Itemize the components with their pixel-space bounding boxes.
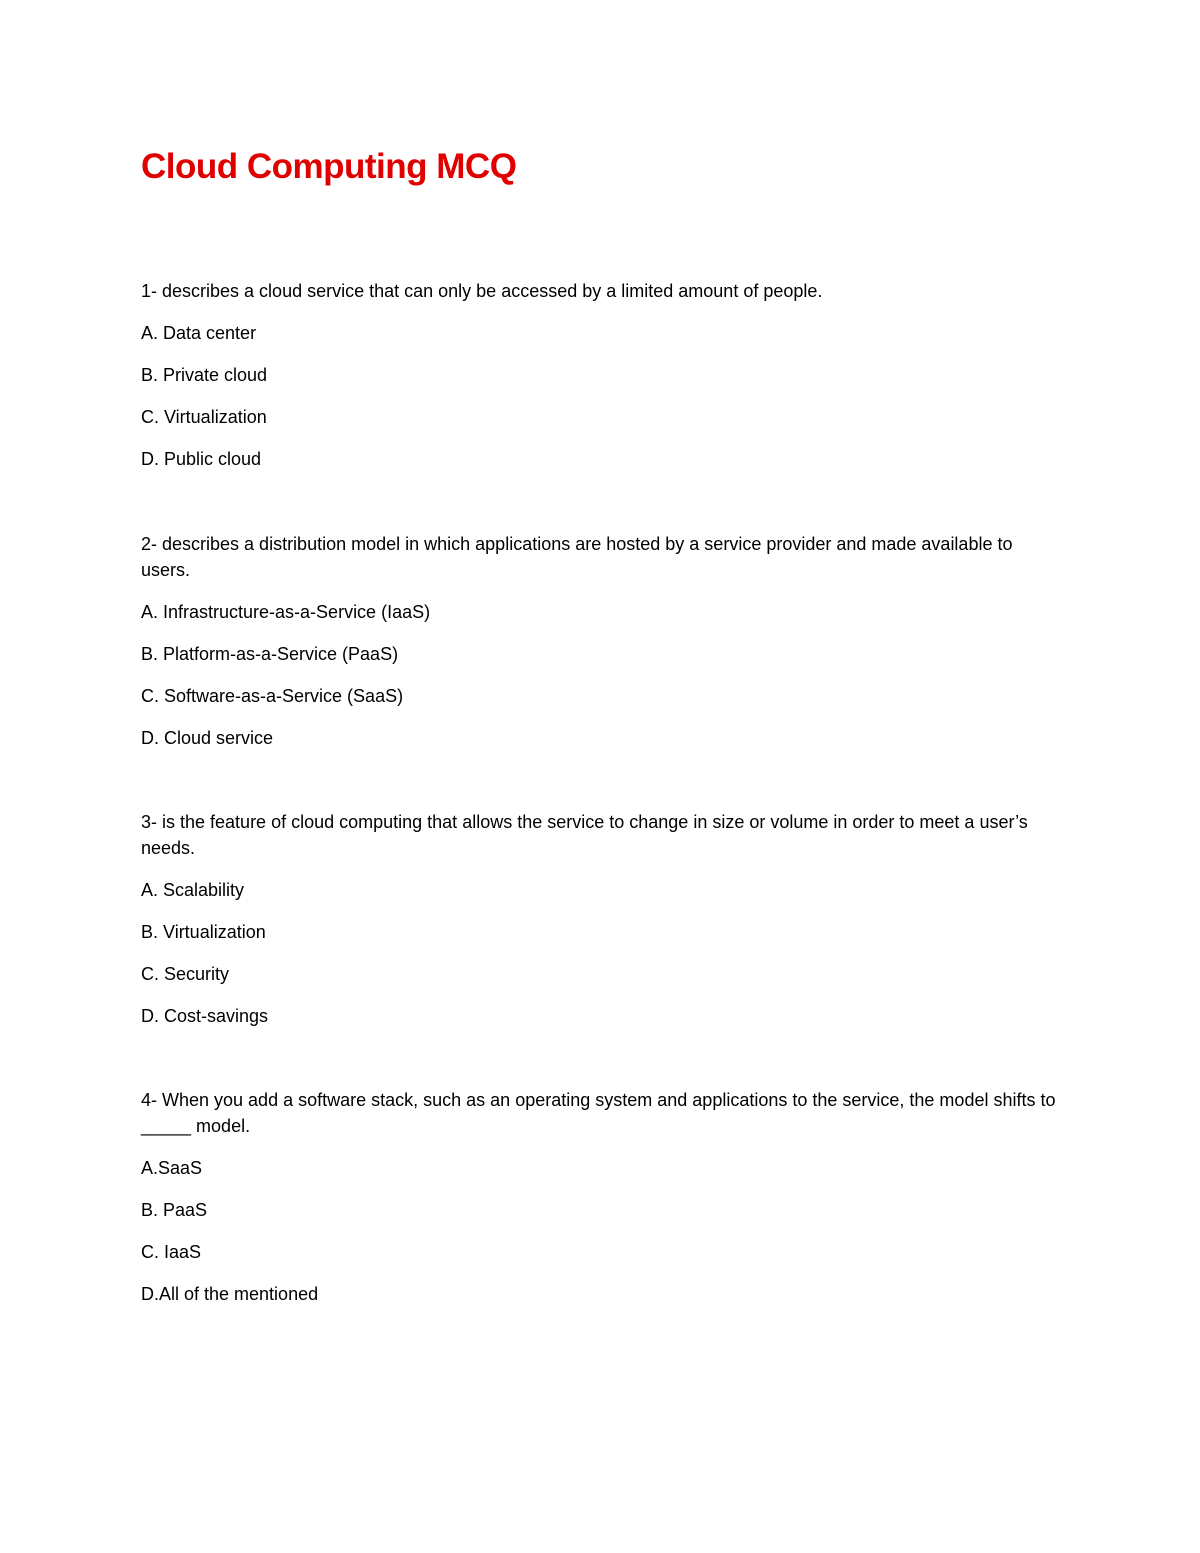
question-4 [141, 1087, 1061, 1323]
option-b: B. Platform-as-a-Service (PaaS) [141, 644, 399, 664]
question-3 [141, 809, 1056, 1045]
option-b: B. Virtualization [141, 922, 266, 942]
option-c: C. Security [141, 964, 230, 984]
page-title: Cloud Computing MCQ [141, 147, 517, 186]
option-d: D.All of the mentioned [141, 1284, 319, 1304]
option-a: A. Data center [141, 323, 257, 343]
option-d: D. Cloud service [141, 728, 274, 748]
option-a: A. Infrastructure-as-a-Service (IaaS) [141, 602, 431, 622]
question-1 [141, 278, 1056, 488]
option-c: C. Software-as-a-Service (SaaS) [141, 686, 404, 706]
question-text: 2- describes a distribution model in which applications are hosted by a service provider and made available to users. [141, 534, 1018, 580]
option-b: B. PaaS [141, 1200, 208, 1220]
option-d: D. Cost-savings [141, 1006, 269, 1026]
question-text: 4- When you add a software stack, such as an operating system and applications to the service, the model shifts to _____ model. [141, 1090, 1061, 1136]
option-d: D. Public cloud [141, 449, 262, 469]
question-text: 3- is the feature of cloud computing that allows the service to change in size or volume in order to meet a user’s needs. [141, 812, 1033, 858]
question-2 [141, 531, 1056, 767]
option-a: A. Scalability [141, 880, 245, 900]
option-c: C. IaaS [141, 1242, 202, 1262]
question-text: 1- describes a cloud service that can only be accessed by a limited amount of people. [141, 281, 823, 301]
option-b: B. Private cloud [141, 365, 268, 385]
option-a: A.SaaS [141, 1158, 203, 1178]
option-c: C. Virtualization [141, 407, 267, 427]
